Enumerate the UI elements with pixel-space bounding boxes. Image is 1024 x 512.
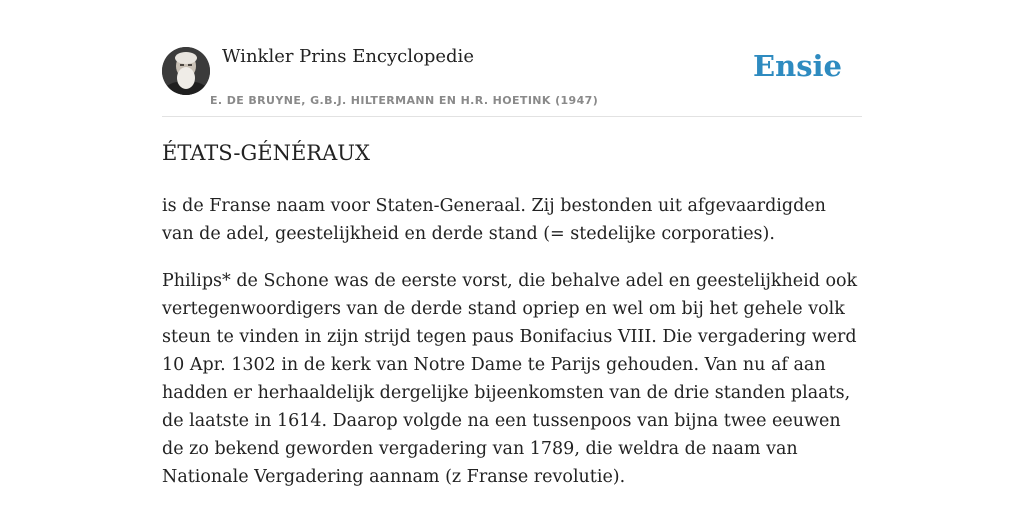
- ensie-logo[interactable]: Ensie: [753, 49, 842, 83]
- entry-paragraph: Philips* de Schone was de eerste vorst, die behalve adel en geestelijkheid ook vertegenwoordigers van de derde stand opriep en wel om bij het gehele volk steun te vinden in zijn strijd tegen paus Bonifacius VIII. Die vergadering werd 10 Apr. 1302 in de kerk van Notre Dame te Parijs gehouden. Van nu af aan hadden er herhaaldelijk dergelijke bijeenkomsten van de drie standen plaats, de laatste in 1614. Daarop volgde na een tussenpoos van bijna twee eeuwen de zo bekend geworden vergadering van 1789, die weldra de naam van Nationale Vergadering aannam (z Franse revolutie).: [162, 271, 858, 487]
- entry-body: [162, 192, 862, 491]
- source-title[interactable]: Winkler Prins Encyclopedie: [222, 46, 474, 67]
- author-portrait-icon: [162, 47, 210, 95]
- author-avatar[interactable]: [162, 47, 210, 95]
- entry-paragraph: is de Franse naam voor Staten-Generaal. Zij bestonden uit afgevaardigden van de adel, geestelijkheid en derde stand (= stedelijke corporaties).: [162, 196, 826, 244]
- source-header: [162, 44, 862, 117]
- entry-title: ÉTATS-GÉNÉRAUX: [162, 141, 370, 165]
- source-authors: E. DE BRUYNE, G.B.J. HILTERMANN EN H.R. HOETINK (1947): [210, 94, 599, 107]
